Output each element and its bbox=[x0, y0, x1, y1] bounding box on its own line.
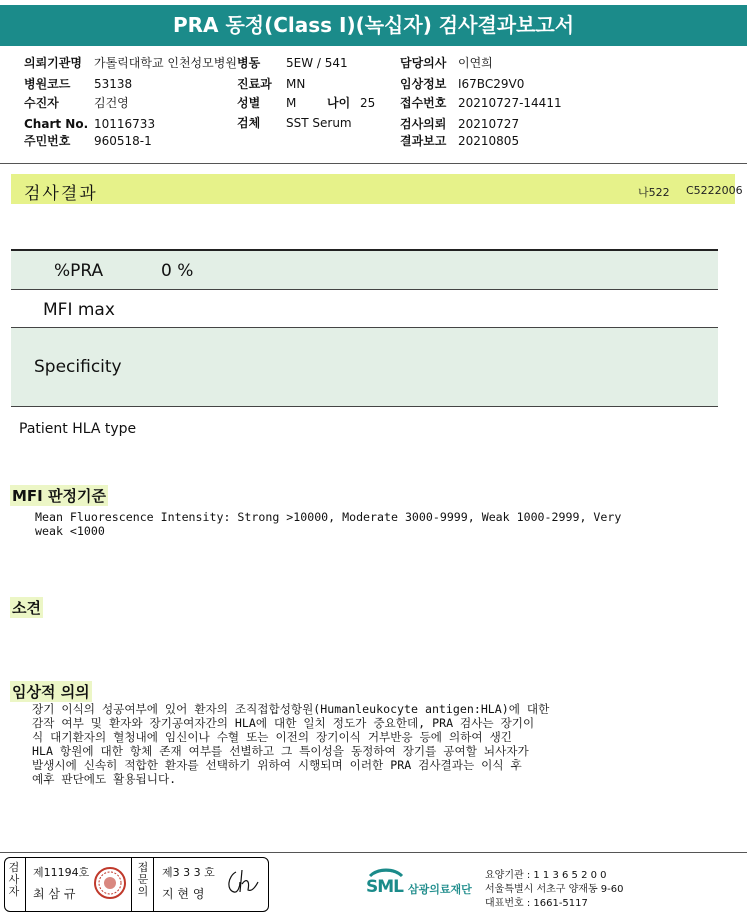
ward-label: 병동 bbox=[237, 56, 261, 70]
pra-value: 0 % bbox=[161, 261, 194, 281]
patient-value: 김건영 bbox=[94, 96, 129, 110]
mfi-criteria-line-2: weak <1000 bbox=[35, 524, 105, 538]
confirmer-license: 제3 3 3 호 bbox=[162, 866, 215, 879]
confirmer-label-char: 접 bbox=[137, 861, 149, 874]
doctor-label: 담당의사 bbox=[400, 56, 447, 70]
report-date-label: 결과보고 bbox=[400, 134, 447, 148]
examiner-name: 최 삼 규 bbox=[33, 887, 76, 901]
patient-label: 수진자 bbox=[24, 96, 59, 110]
clinical-significance-heading: 임상적 의의 bbox=[12, 683, 90, 701]
examiner-label-char: 자 bbox=[8, 885, 20, 898]
sex-value: M bbox=[286, 96, 297, 110]
clinical-significance-line: 감작 여부 및 환자와 장기공여자간의 HLA에 대한 일치 정도가 중요한데, PRA 검사는 장기이 bbox=[32, 716, 535, 730]
request-date-label: 검사의뢰 bbox=[400, 117, 447, 131]
resident-no-value: 960518-1 bbox=[94, 134, 152, 148]
resident-no-label: 주민번호 bbox=[24, 134, 71, 148]
examiner-license: 제11194호 bbox=[33, 866, 90, 879]
mfi-max-label: MFI max bbox=[43, 300, 115, 320]
clinical-significance-line: 발생시에 신속히 적합한 환자를 선택하기 위하여 시행되며 이러한 PRA 검사결과는 이식 후 bbox=[32, 758, 522, 772]
ref-code-2: C5222006 bbox=[686, 184, 743, 197]
clinical-info-label: 임상정보 bbox=[400, 77, 447, 91]
header-divider bbox=[0, 163, 747, 164]
care-code: 요양기관 : 1 1 3 6 5 2 0 0 bbox=[485, 870, 607, 881]
examiner-seal bbox=[93, 866, 127, 900]
examiner-label-char: 검 bbox=[8, 861, 20, 874]
pra-label: %PRA bbox=[54, 261, 104, 281]
confirmer-vertical-label bbox=[137, 862, 149, 898]
hospital-code-label: 병원코드 bbox=[24, 77, 71, 91]
results-section-title: 검사결과 bbox=[24, 184, 98, 204]
report-date-value: 20210805 bbox=[458, 134, 520, 148]
org-logo-text: SML bbox=[366, 877, 403, 897]
specificity-label: Specificity bbox=[34, 357, 122, 377]
confirmer-name: 지 현 영 bbox=[162, 887, 205, 901]
ref-code-1: 나522 bbox=[638, 186, 670, 199]
specimen-value: SST Serum bbox=[286, 116, 352, 130]
hospital-code-value: 53138 bbox=[94, 77, 133, 91]
examiner-label-char: 사 bbox=[8, 873, 20, 886]
ward-value: 5EW / 541 bbox=[286, 56, 348, 70]
pra-row-rule bbox=[11, 289, 718, 290]
sex-label: 성별 bbox=[237, 96, 261, 110]
patient-hla-label: Patient HLA type bbox=[19, 421, 137, 437]
signature-divider bbox=[153, 857, 154, 911]
findings-heading: 소견 bbox=[12, 599, 41, 617]
results-section-bar bbox=[11, 174, 735, 204]
specificity-row-rule bbox=[11, 406, 718, 407]
report-title: PRA 동정(Class I)(녹십자) 검사결과보고서 bbox=[0, 5, 747, 46]
clinical-significance-body bbox=[32, 702, 549, 786]
examiner-vertical-label bbox=[8, 862, 20, 898]
org-name: 삼광의료재단 bbox=[408, 883, 472, 896]
confirmer-signature bbox=[224, 866, 260, 902]
institution-value: 가톨릭대학교 인천성모병원 bbox=[94, 56, 237, 70]
request-date-value: 20210727 bbox=[458, 117, 520, 131]
department-value: MN bbox=[286, 77, 306, 91]
pra-row bbox=[11, 251, 718, 289]
doctor-value: 이연희 bbox=[458, 56, 493, 70]
institution-label: 의뢰기관명 bbox=[24, 56, 82, 70]
clinical-significance-line: 식 대기환자의 혈청내에 임신이나 수혈 또는 이전의 장기이식 거부반응 등에 의하여 생긴 bbox=[32, 730, 512, 744]
clinical-significance-line: 장기 이식의 성공여부에 있어 환자의 조직접합성항원(Humanleukocyte antigen:HLA)에 대한 bbox=[32, 702, 550, 716]
clinical-significance-line: 예후 판단에도 활용됩니다. bbox=[32, 772, 177, 786]
department-label: 진료과 bbox=[237, 77, 272, 91]
chart-no-value: 10116733 bbox=[94, 117, 156, 131]
age-value: 25 bbox=[360, 96, 376, 110]
chart-no-label: Chart No. bbox=[24, 117, 89, 131]
mfi-criteria-line-1: Mean Fluorescence Intensity: Strong >10000, Moderate 3000-9999, Weak 1000-2999, Very bbox=[35, 510, 622, 524]
footer-divider bbox=[0, 852, 747, 853]
clinical-significance-line: HLA 항원에 대한 항체 존재 여부를 선별하고 그 특이성을 동정하여 장기를 공여할 뇌사자가 bbox=[32, 744, 529, 758]
specimen-label: 검체 bbox=[237, 116, 261, 130]
signature-divider bbox=[131, 857, 132, 911]
clinical-info-value: I67BC29V0 bbox=[458, 77, 525, 91]
confirmer-label-char: 문 bbox=[137, 873, 149, 886]
mfi-criteria-heading: MFI 판정기준 bbox=[12, 487, 106, 505]
org-phone: 대표번호 : 1661-5117 bbox=[485, 898, 588, 909]
age-label: 나이 bbox=[327, 96, 351, 110]
receipt-no-value: 20210727-14411 bbox=[458, 96, 562, 110]
org-address: 서울특별시 서초구 양재동 9-60 bbox=[485, 884, 624, 895]
signature-divider bbox=[25, 857, 26, 911]
receipt-no-label: 접수번호 bbox=[400, 96, 447, 110]
confirmer-label-char: 의 bbox=[137, 885, 149, 898]
